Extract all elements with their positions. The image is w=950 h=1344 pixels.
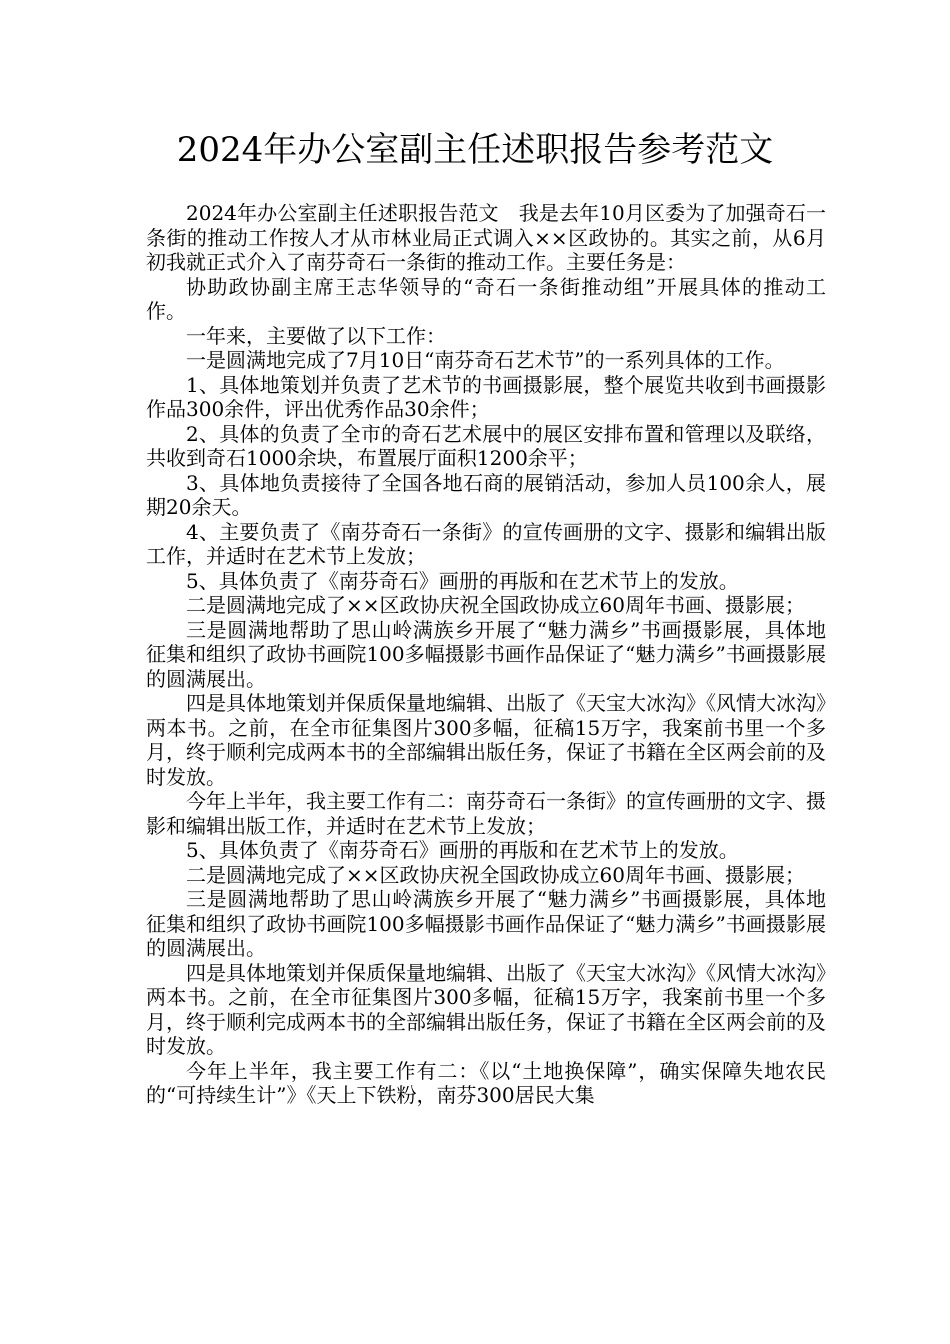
paragraph-7: 3、具体地负责接待了全国各地石商的展销活动，参加人员100余人，展期20余天。 [146,470,826,519]
paragraph-9: 5、具体负责了《南芬奇石》画册的再版和在艺术节上的发放。 [186,568,739,593]
paragraph-10: 二是圆满地完成了××区政协庆祝全国政协成立60周年书画、摄影展； [186,593,805,617]
paragraph-11: 三是圆满地帮助了思山岭满族乡开展了“魅力满乡”书画摄影展，具体地征集和组织了政协书画院100多幅摄影书画作品保证了“魅力满乡”书画摄影展的圆满展出。 [146,617,826,691]
paragraph-12: 四是具体地策划并保质保量地编辑、出版了《天宝大冰沟》《风情大冰沟》两本书。之前，在全市征集图片300多幅，征稿15万字，我案前书里一个多月，终于顺利完成两本书的全部编辑出版任务，保证了书籍在全区两会前的及时发放。 [146,691,826,789]
paragraph-16: 三是圆满地帮助了思山岭满族乡开展了“魅力满乡”书画摄影展，具体地征集和组织了政协书画院100多幅摄影书画作品保证了“魅力满乡”书画摄影展的圆满展出。 [146,887,826,960]
paragraph-2: 协助政协副主席王志华领导的“奇石一条街推动组”开展具体的推动工作。 [146,274,826,323]
paragraph-18: 今年上半年，我主要工作有二：《以“土地换保障”，确实保障失地农民的“可持续生计”》《天上下铁粉，南芬300居民大集 [146,1058,826,1107]
paragraph-6: 2、具体的负责了全市的奇石艺术展中的展区安排布置和管理以及联络，共收到奇石1000余块，布置展厅面积1200余平； [146,421,826,470]
document-title: 2024年办公室副主任述职报告参考范文 [176,130,774,170]
paragraph-1: 2024年办公室副主任述职报告范文 我是去年10月区委为了加强奇石一条街的推动工作按人才从市林业局正式调入××区政协的。其实之前，从6月初我就正式介入了南芬奇石一条街的推动工作。主要任务是： [146,201,826,274]
paragraph-17: 四是具体地策划并保质保量地编辑、出版了《天宝大冰沟》《风情大冰沟》两本书。之前，在全市征集图片300多幅，征稿15万字，我案前书里一个多月，终于顺利完成两本书的全部编辑出版任务，保证了书籍在全区两会前的及时发放。 [146,960,826,1058]
paragraph-3: 一年来，主要做了以下工作： [186,323,446,348]
paragraph-14: 5、具体负责了《南芬奇石》画册的再版和在艺术节上的发放。 [186,838,739,862]
paragraph-4: 一是圆满地完成了7月10日“南芬奇石艺术节”的一系列具体的工作。 [186,348,785,372]
paragraph-8: 4、主要负责了《南芬奇石一条街》的宣传画册的文字、摄影和编辑出版工作，并适时在艺术节上发放； [146,519,826,568]
paragraph-5: 1、具体地策划并负责了艺术节的书画摄影展，整个展览共收到书画摄影作品300余件，评出优秀作品30余件； [146,372,826,421]
document-body [146,201,826,1108]
paragraph-13: 今年上半年，我主要工作有二：南芬奇石一条街》的宣传画册的文字、摄影和编辑出版工作，并适时在艺术节上发放； [146,789,826,838]
paragraph-15: 二是圆满地完成了××区政协庆祝全国政协成立60周年书画、摄影展； [186,862,805,887]
